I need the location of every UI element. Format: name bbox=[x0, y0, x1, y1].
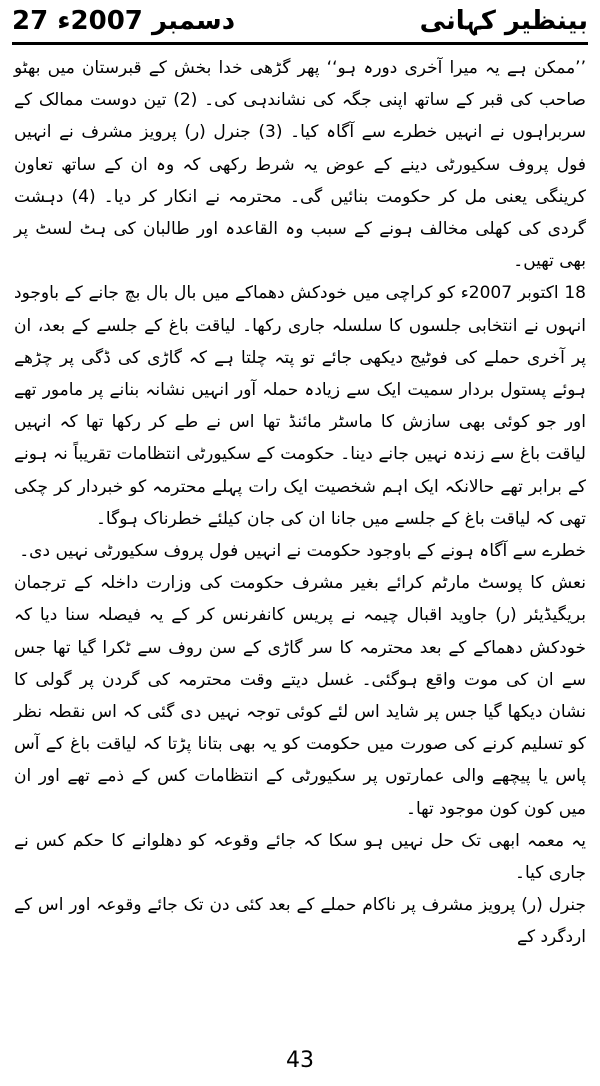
header-book-title: بینظیر کہانی bbox=[419, 6, 588, 36]
page-header bbox=[12, 4, 588, 44]
header-date: 27 دسمبر 2007ء bbox=[12, 6, 236, 36]
paragraph-6: جنرل (ر) پرویز مشرف پر ناکام حملے کے بعد کئی دن تک جائے وقوعہ اور اس کے اردگرد کے bbox=[14, 895, 586, 948]
paragraph-1: ’’ممکن ہے یہ میرا آخری دورہ ہو‘‘ پھر گڑھی خدا بخش کے قبرستان میں بھٹو صاحب کی قبر کے ساتھ اپنی جگہ کی نشاندہی کی۔ (2) تین دوست ممالک کے سربراہوں نے انہیں خطرے سے آگاہ کیا۔ (3) جنرل (ر) پرویز مشرف نے انہیں فول پروف سکیورٹی دینے کے عوض یہ شرط رکھی کہ وہ ان کے ساتھ تعاون کرینگی یعنی مل کر حکومت بنائیں گی۔ محترمہ نے انکار کر دیا۔ (4) دہشت گردی کی کھلی مخالف ہونے کے سبب وہ القاعدہ اور طالبان کی ہٹ لسٹ پر بھی تھیں۔ bbox=[14, 58, 586, 272]
header-rule bbox=[12, 42, 588, 45]
paragraph-3: خطرے سے آگاہ ہونے کے باوجود حکومت نے انہیں فول پروف سکیورٹی نہیں دی۔ bbox=[19, 541, 586, 562]
page-number: 43 bbox=[286, 1048, 314, 1073]
paragraph-2: 18 اکتوبر 2007ء کو کراچی میں خودکش دھماکے میں بال بال بچ جانے کے باوجود انہوں نے انتخابی جلسوں کا سلسلہ جاری رکھا۔ لیاقت باغ کے جلسے کے بعد، ان پر آخری حملے کی فوٹیج دیکھی جائے تو پتہ چلتا ہے کہ گاڑی کی ڈگی پر چڑھے ہوئے پستول بردار سمیت ایک سے زیادہ حملہ آور انہیں نشانہ بنانے پر مامور تھے اور جو کوئی بھی سازش کا ماسٹر مائنڈ تھا اس نے طے کر رکھا تھا کہ انہیں لیاقت باغ سے زندہ نہیں جانے دینا۔ حکومت کے سکیورٹی انتظامات تقریباً نہ ہونے کے برابر تھے حالانکہ ایک اہم شخصیت ایک رات پہلے محترمہ کو خبردار کر چکی تھی کہ لیاقت باغ کے جلسے میں جانا ان کی جان کیلئے خطرناک ہوگا۔ bbox=[14, 283, 586, 529]
paragraph-4: نعش کا پوسٹ مارٹم کرائے بغیر مشرف حکومت کی وزارت داخلہ کے ترجمان بریگیڈیئر (ر) جاوید اقبال چیمہ نے پریس کانفرنس کر کے یہ فیصلہ سنا دیا کہ خودکش دھماکے کے بعد محترمہ کا سر گاڑی کے سن روف سے ٹکرا گیا تھا جس سے ان کی موت واقع ہوگئی۔ غسل دیتے وقت محترمہ کی گردن پر گولی کا نشان دیکھا گیا جس پر شاید اس لئے کوئی توجہ نہیں دی گئی کہ اس نقطہ نظر کو تسلیم کرنے کی صورت میں حکومت کو یہ بھی بتانا پڑتا کہ لیاقت باغ کے آس پاس یا پیچھے والی عمارتوں پر سکیورٹی کے انتظامات کس کے ذمے تھے اور ان میں کون کون موجود تھا۔ bbox=[14, 573, 586, 819]
body-text bbox=[14, 52, 586, 954]
paragraph-5: یہ معمہ ابھی تک حل نہیں ہو سکا کہ جائے وقوعہ کو دھلوانے کا حکم کس نے جاری کیا۔ bbox=[14, 830, 586, 884]
